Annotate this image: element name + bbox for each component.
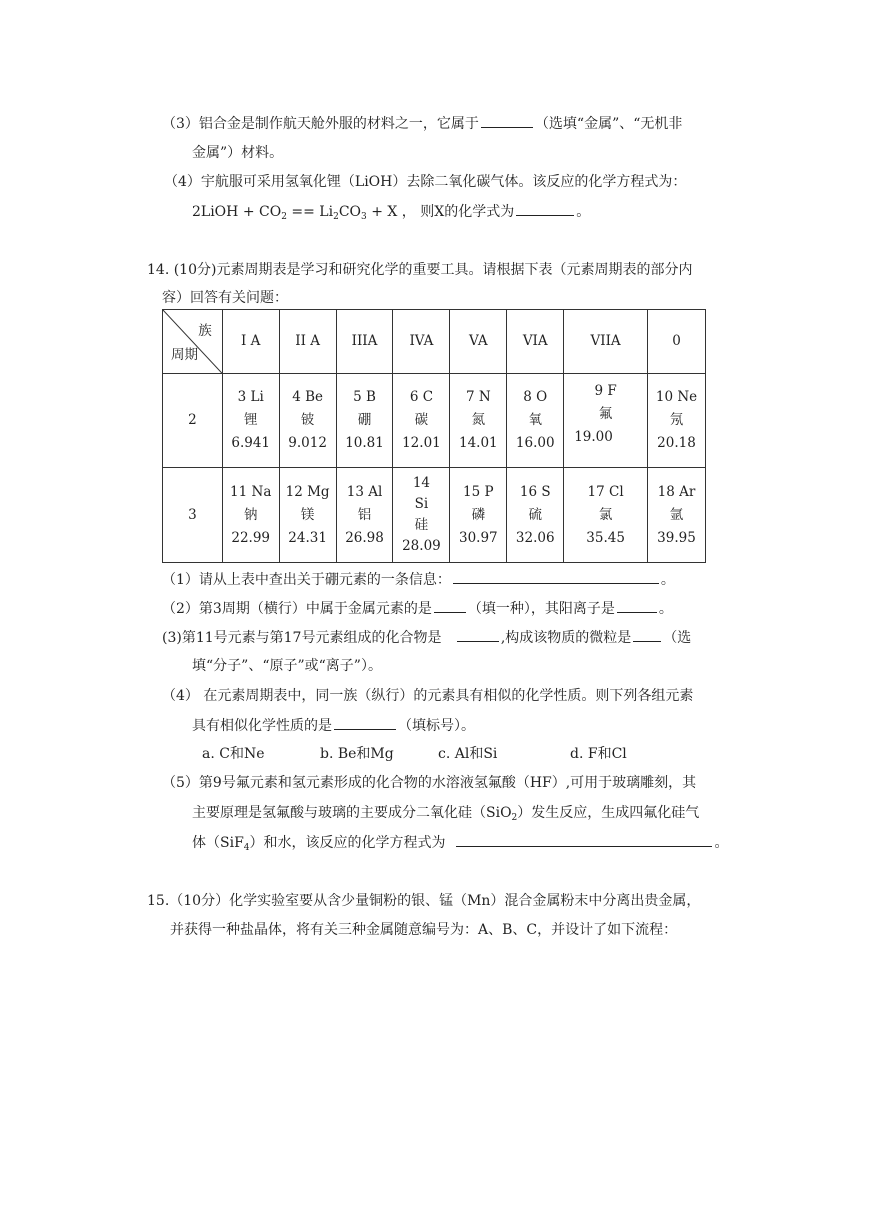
option-a: a. C和Ne <box>202 746 265 762</box>
element-cell: 15 P 磷 30.97 <box>450 468 507 563</box>
q14-intro-line1: 14. (10分)元素周期表是学习和研究化学的重要工具。请根据下表（元素周期表的部分内 <box>147 262 693 278</box>
element-cell: 5 B 硼 10.81 <box>336 374 393 468</box>
element-cell: 4 Be 铍 9.012 <box>279 374 336 468</box>
option-b: b. Be和Mg <box>320 746 394 762</box>
element-cell: 6 C 碳 12.01 <box>393 374 450 468</box>
group-header: II A <box>279 310 336 374</box>
answer-blank[interactable] <box>334 715 396 730</box>
element-cell: 14 Si 硅 28.09 <box>393 468 450 563</box>
group-header: VIA <box>507 310 564 374</box>
answer-blank[interactable] <box>633 627 661 642</box>
element-cell: 17 Cl 氯 35.45 <box>564 468 648 563</box>
q14-sub5-line2: 主要原理是氢氟酸与玻璃的主要成分二氧化硅（SiO$_2$）发生反应，生成四氟化硅气 <box>192 805 700 823</box>
answer-blank[interactable] <box>453 569 659 584</box>
element-cell: 16 S 硫 32.06 <box>507 468 564 563</box>
element-cell: 3 Li 锂 6.941 <box>222 374 279 468</box>
q14-sub4-line1: （4） 在元素周期表中，同一族（纵行）的元素具有相似的化学性质。则下列各组元素 <box>162 688 694 704</box>
element-cell: 10 Ne 氖 20.18 <box>648 374 706 468</box>
periodic-table <box>162 309 706 563</box>
period-number: 3 <box>163 468 223 563</box>
q14-sub3-line2: 填“分子”、“原子”或“离子”）。 <box>192 658 382 674</box>
answer-blank[interactable] <box>617 598 657 613</box>
q14-intro-line2: 容）回答有关问题： <box>162 290 288 306</box>
q14-sub1: （1）请从上表中查出关于硼元素的一条信息： 。 <box>162 569 675 590</box>
q13-part4-line1: （4）宇航服可采用氢氧化锂（LiOH）去除二氧化碳气体。该反应的化学方程式为： <box>164 174 687 190</box>
q13-equation-line: 2LiOH + $CO_2 == Li_2CO_3 + X$ ， 则X的化学式为 。 <box>192 201 590 227</box>
element-cell: 9 F 氟 19.00 <box>564 374 648 468</box>
element-cell: 13 Al 铝 26.98 <box>336 468 393 563</box>
group-header: IIIA <box>336 310 393 374</box>
group-header: VA <box>450 310 507 374</box>
q13-part3-line1: （3）铝合金是制作航天舱外服的材料之一，它属于 （选填“金属”、“无机非 <box>162 113 682 134</box>
group-header: VIIA <box>564 310 648 374</box>
element-cell: 7 N 氮 14.01 <box>450 374 507 468</box>
q14-sub5-line3: 体（SiF$_4$）和水，该反应的化学方程式为 。 <box>192 832 728 858</box>
group-header: 0 <box>648 310 706 374</box>
answer-blank[interactable] <box>481 113 533 128</box>
q14-sub5-line1: （5）第9号氟元素和氢元素形成的化合物的水溶液氢氟酸（HF）,可用于玻璃雕刻，其 <box>162 775 697 791</box>
group-label: 族 <box>198 323 212 339</box>
q15-line2: 并获得一种盐晶体，将有关三种金属随意编号为：A、B、C，并设计了如下流程： <box>170 922 678 938</box>
group-header: I A <box>222 310 279 374</box>
option-c: c. Al和Si <box>438 746 498 762</box>
element-cell: 12 Mg 镁 24.31 <box>279 468 336 563</box>
period-label: 周期 <box>171 347 198 363</box>
table-corner-header <box>163 310 223 374</box>
q14-sub2: （2）第3周期（横行）中属于金属元素的是 （填一种），其阳离子是 。 <box>162 598 673 619</box>
q15-line1: 15.（10分）化学实验室要从含少量铜粉的银、锰（Mn）混合金属粉末中分离出贵金属， <box>147 893 701 909</box>
q14-sub3-line1: (3)第11号元素与第17号元素组成的化合物是 ,构成该物质的微粒是 （选 <box>162 627 691 648</box>
answer-blank[interactable] <box>457 627 499 642</box>
group-header: IVA <box>393 310 450 374</box>
element-cell: 18 Ar 氩 39.95 <box>648 468 706 563</box>
q14-sub4-line2: 具有相似化学性质的是 （填标号）。 <box>192 715 475 736</box>
element-cell: 11 Na 钠 22.99 <box>222 468 279 563</box>
answer-blank[interactable] <box>456 832 712 847</box>
q14-sub4-options <box>202 744 627 764</box>
answer-blank[interactable] <box>516 201 574 216</box>
answer-blank[interactable] <box>434 598 466 613</box>
option-d: d. F和Cl <box>570 746 627 762</box>
element-cell: 8 O 氧 16.00 <box>507 374 564 468</box>
q13-part3-line2: 金属”）材料。 <box>192 145 284 161</box>
period-number: 2 <box>163 374 223 468</box>
